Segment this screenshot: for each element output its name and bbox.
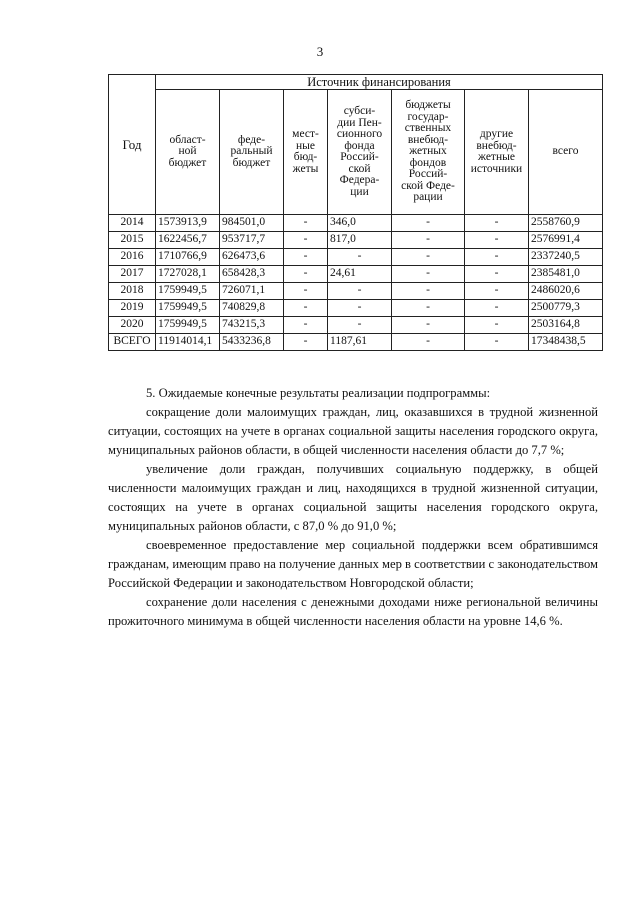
value-cell: 1727028,1 — [156, 266, 220, 283]
table-row — [109, 300, 603, 317]
value-cell: - — [465, 334, 529, 351]
value-cell: 658428,3 — [220, 266, 284, 283]
year-cell: 2018 — [109, 283, 156, 300]
value-cell: - — [392, 215, 465, 232]
year-cell: 2015 — [109, 232, 156, 249]
value-cell: - — [465, 266, 529, 283]
value-cell: - — [392, 266, 465, 283]
value-cell: - — [328, 300, 392, 317]
year-header: Год — [109, 75, 156, 215]
section-heading: 5. Ожидаемые конечные результаты реализации подпрограммы: — [146, 386, 491, 400]
value-cell: - — [465, 232, 529, 249]
value-cell: - — [328, 317, 392, 334]
value-cell: 817,0 — [328, 232, 392, 249]
value-cell: - — [328, 283, 392, 300]
table-row — [109, 317, 603, 334]
table-row — [109, 266, 603, 283]
value-cell: 1759949,5 — [156, 300, 220, 317]
value-cell: 2385481,0 — [529, 266, 603, 283]
value-cell: - — [284, 283, 328, 300]
value-cell: 1187,61 — [328, 334, 392, 351]
value-cell: 626473,6 — [220, 249, 284, 266]
column-header: мест- ные бюд- жеты — [284, 90, 328, 215]
value-cell: 346,0 — [328, 215, 392, 232]
value-cell: 1710766,9 — [156, 249, 220, 266]
value-cell: - — [465, 300, 529, 317]
value-cell: - — [328, 249, 392, 266]
table-row — [109, 249, 603, 266]
value-cell: 17348438,5 — [529, 334, 603, 351]
financing-table — [108, 74, 603, 351]
value-cell: 2486020,6 — [529, 283, 603, 300]
value-cell: - — [284, 232, 328, 249]
year-cell: ВСЕГО — [109, 334, 156, 351]
value-cell: - — [392, 300, 465, 317]
year-cell: 2014 — [109, 215, 156, 232]
result-paragraph-3: своевременное предоставление мер социальной поддержки всем обратившимся гражданам, имеющим право на получение данных мер в соответствии с законодательством Российской Федерации и законодательством Новгородской области; — [108, 538, 598, 590]
value-cell: 2558760,9 — [529, 215, 603, 232]
year-cell: 2016 — [109, 249, 156, 266]
value-cell: 1759949,5 — [156, 283, 220, 300]
column-header: другие внебюд- жетные источники — [465, 90, 529, 215]
column-header: област- ной бюджет — [156, 90, 220, 215]
value-cell: - — [284, 215, 328, 232]
value-cell: - — [392, 334, 465, 351]
value-cell: 953717,7 — [220, 232, 284, 249]
value-cell: 743215,3 — [220, 317, 284, 334]
value-cell: 11914014,1 — [156, 334, 220, 351]
result-paragraph-2: увеличение доли граждан, получивших социальную поддержку, в общей численности малоимущих граждан и лиц, находящихся в трудной жизненной ситуации, состоящих на учете в органах социальной защиты населения городского округа, муниципальных районов области, с 87,0 % до 91,0 %; — [108, 462, 598, 533]
column-header: бюджеты государ- ственных внебюд- жетных фондов Россий- ской Феде- рации — [392, 90, 465, 215]
value-cell: - — [284, 334, 328, 351]
value-cell: - — [284, 317, 328, 334]
value-cell: - — [465, 249, 529, 266]
value-cell: 984501,0 — [220, 215, 284, 232]
table-row — [109, 334, 603, 351]
value-cell: 740829,8 — [220, 300, 284, 317]
year-cell: 2019 — [109, 300, 156, 317]
table-row — [109, 215, 603, 232]
column-header: феде- ральный бюджет — [220, 90, 284, 215]
result-paragraph-1: сокращение доли малоимущих граждан, лиц, оказавшихся в трудной жизненной ситуации, состоящих на учете в органах социальной защиты населения городского округа, муниципальных районов области, в общей численности населения области до 7,7 %; — [108, 405, 598, 457]
value-cell: 1622456,7 — [156, 232, 220, 249]
value-cell: 2337240,5 — [529, 249, 603, 266]
value-cell: 24,61 — [328, 266, 392, 283]
table-row — [109, 232, 603, 249]
year-cell: 2020 — [109, 317, 156, 334]
financing-source-header: Источник финансирования — [156, 75, 603, 90]
value-cell: 726071,1 — [220, 283, 284, 300]
column-header: всего — [529, 90, 603, 215]
value-cell: 2500779,3 — [529, 300, 603, 317]
value-cell: - — [284, 300, 328, 317]
value-cell: - — [465, 317, 529, 334]
result-paragraph-4: сохранение доли населения с денежными доходами ниже региональной величины прожиточного минимума в общей численности населения области на уровне 14,6 %. — [108, 595, 598, 628]
value-cell: 1759949,5 — [156, 317, 220, 334]
value-cell: 5433236,8 — [220, 334, 284, 351]
column-header: субси- дии Пен- сионного фонда Россий- ской Федера- ции — [328, 90, 392, 215]
value-cell: - — [392, 283, 465, 300]
value-cell: - — [392, 232, 465, 249]
table-row — [109, 283, 603, 300]
value-cell: 1573913,9 — [156, 215, 220, 232]
results-section — [108, 384, 598, 631]
value-cell: - — [465, 215, 529, 232]
year-cell: 2017 — [109, 266, 156, 283]
value-cell: - — [284, 266, 328, 283]
value-cell: - — [465, 283, 529, 300]
page-number: 3 — [316, 44, 324, 59]
value-cell: - — [392, 249, 465, 266]
value-cell: 2503164,8 — [529, 317, 603, 334]
value-cell: - — [392, 317, 465, 334]
value-cell: 2576991,4 — [529, 232, 603, 249]
value-cell: - — [284, 249, 328, 266]
